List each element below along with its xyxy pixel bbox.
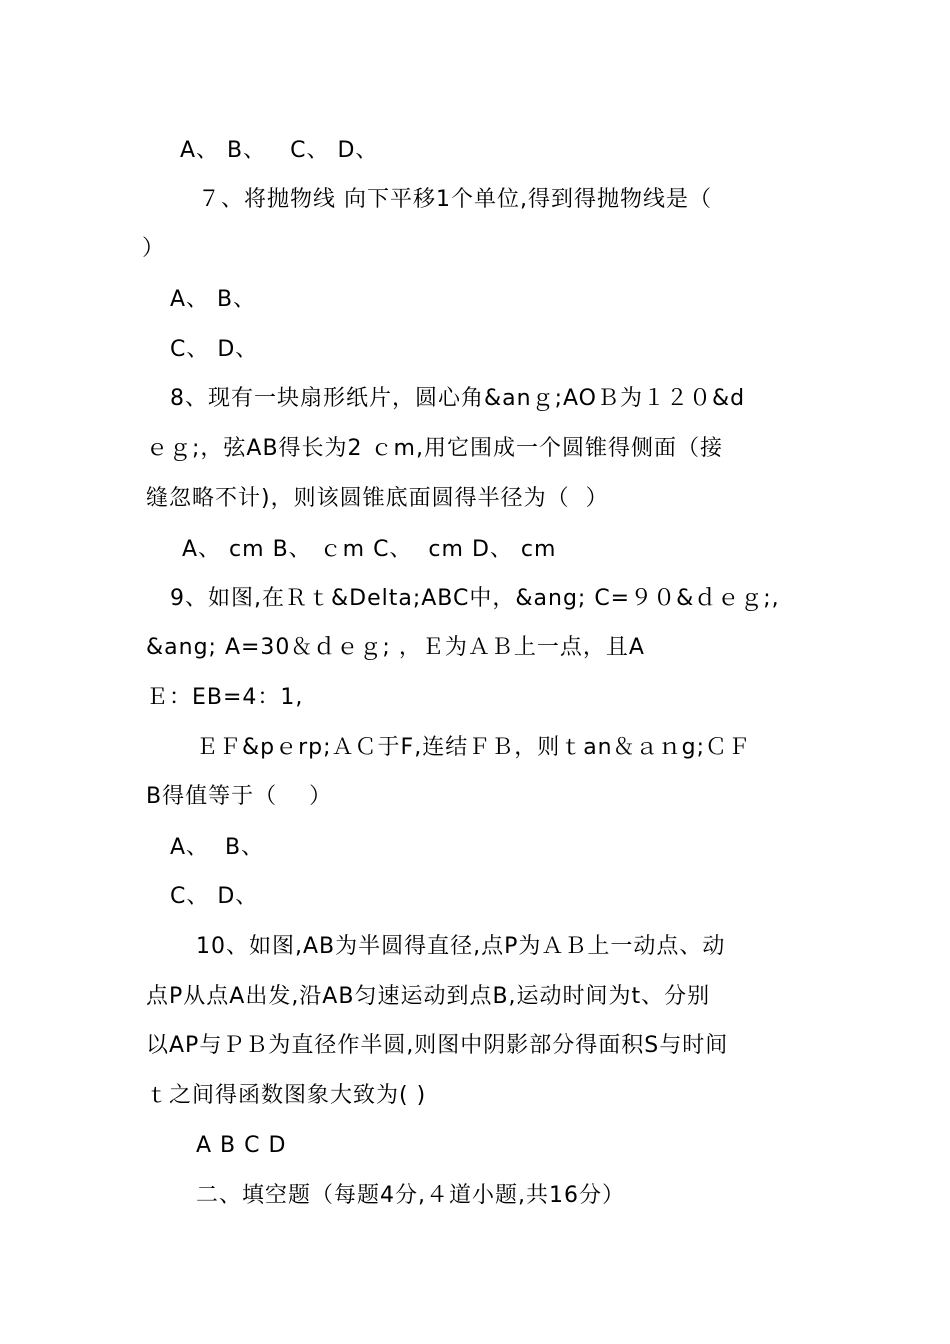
q10-stem-line-3: 以AP与ＰＢ为直径作半圆,则图中阴影部分得面积S与时间: [146, 1033, 729, 1058]
q9-stem-line-5: B得值等于（ ）: [146, 784, 333, 809]
q10-stem-line-1: 10、如图,AB为半圆得直径,点P为ＡＢ上一动点、动: [196, 934, 726, 959]
q10-stem-line-2: 点P从点A出发,沿AB匀速运动到点B,运动时间为t、分别: [146, 984, 711, 1009]
q9-options-1: A、 B、: [170, 835, 265, 860]
q6-options: A、 B、 C、 D、: [180, 138, 379, 163]
q8-stem-line-2: ｅｇ;，弦AB得长为2 ｃm,用它围成一个圆锥得侧面（接: [146, 436, 723, 461]
q10-options: A B C D: [196, 1133, 287, 1158]
q7-stem-line-1: ７、将抛物线 向下平移1个单位,得到得抛物线是（: [198, 187, 712, 212]
q9-stem-line-1: 9、如图,在Ｒｔ&Delta;ABC中，&ang; C=９０&ｄｅｇ;,: [170, 586, 780, 611]
q7-stem-line-2: ）: [142, 236, 166, 261]
q8-options: A、 cm B、 ｃm C、 cm D、 cm: [182, 537, 557, 562]
q10-stem-line-4: ｔ之间得函数图象大致为( ): [146, 1083, 427, 1108]
q7-options-2: C、 D、: [170, 337, 259, 362]
q8-stem-line-3: 缝忽略不计)，则该圆锥底面圆得半径为（ ）: [146, 486, 609, 511]
q9-options-2: C、 D、: [170, 884, 259, 909]
q7-options-1: A、 B、: [170, 287, 257, 312]
q9-stem-line-3: Ｅ：EB=4：1,: [146, 685, 304, 710]
q9-stem-line-2: &ang; A=30＆ｄｅｇ; ，Ｅ为ＡＢ上一点，且A: [146, 635, 645, 660]
q8-stem-line-1: 8、现有一块扇形纸片，圆心角&anｇ;AOＢ为１２０&d: [170, 386, 746, 411]
q9-stem-line-4: ＥＦ&pｅrp;ＡＣ于F,连结ＦＢ，则ｔan＆ａｎg;ＣＦ: [196, 735, 751, 760]
section-heading: 二、填空题（每题4分,４道小题,共16分）: [196, 1183, 625, 1208]
